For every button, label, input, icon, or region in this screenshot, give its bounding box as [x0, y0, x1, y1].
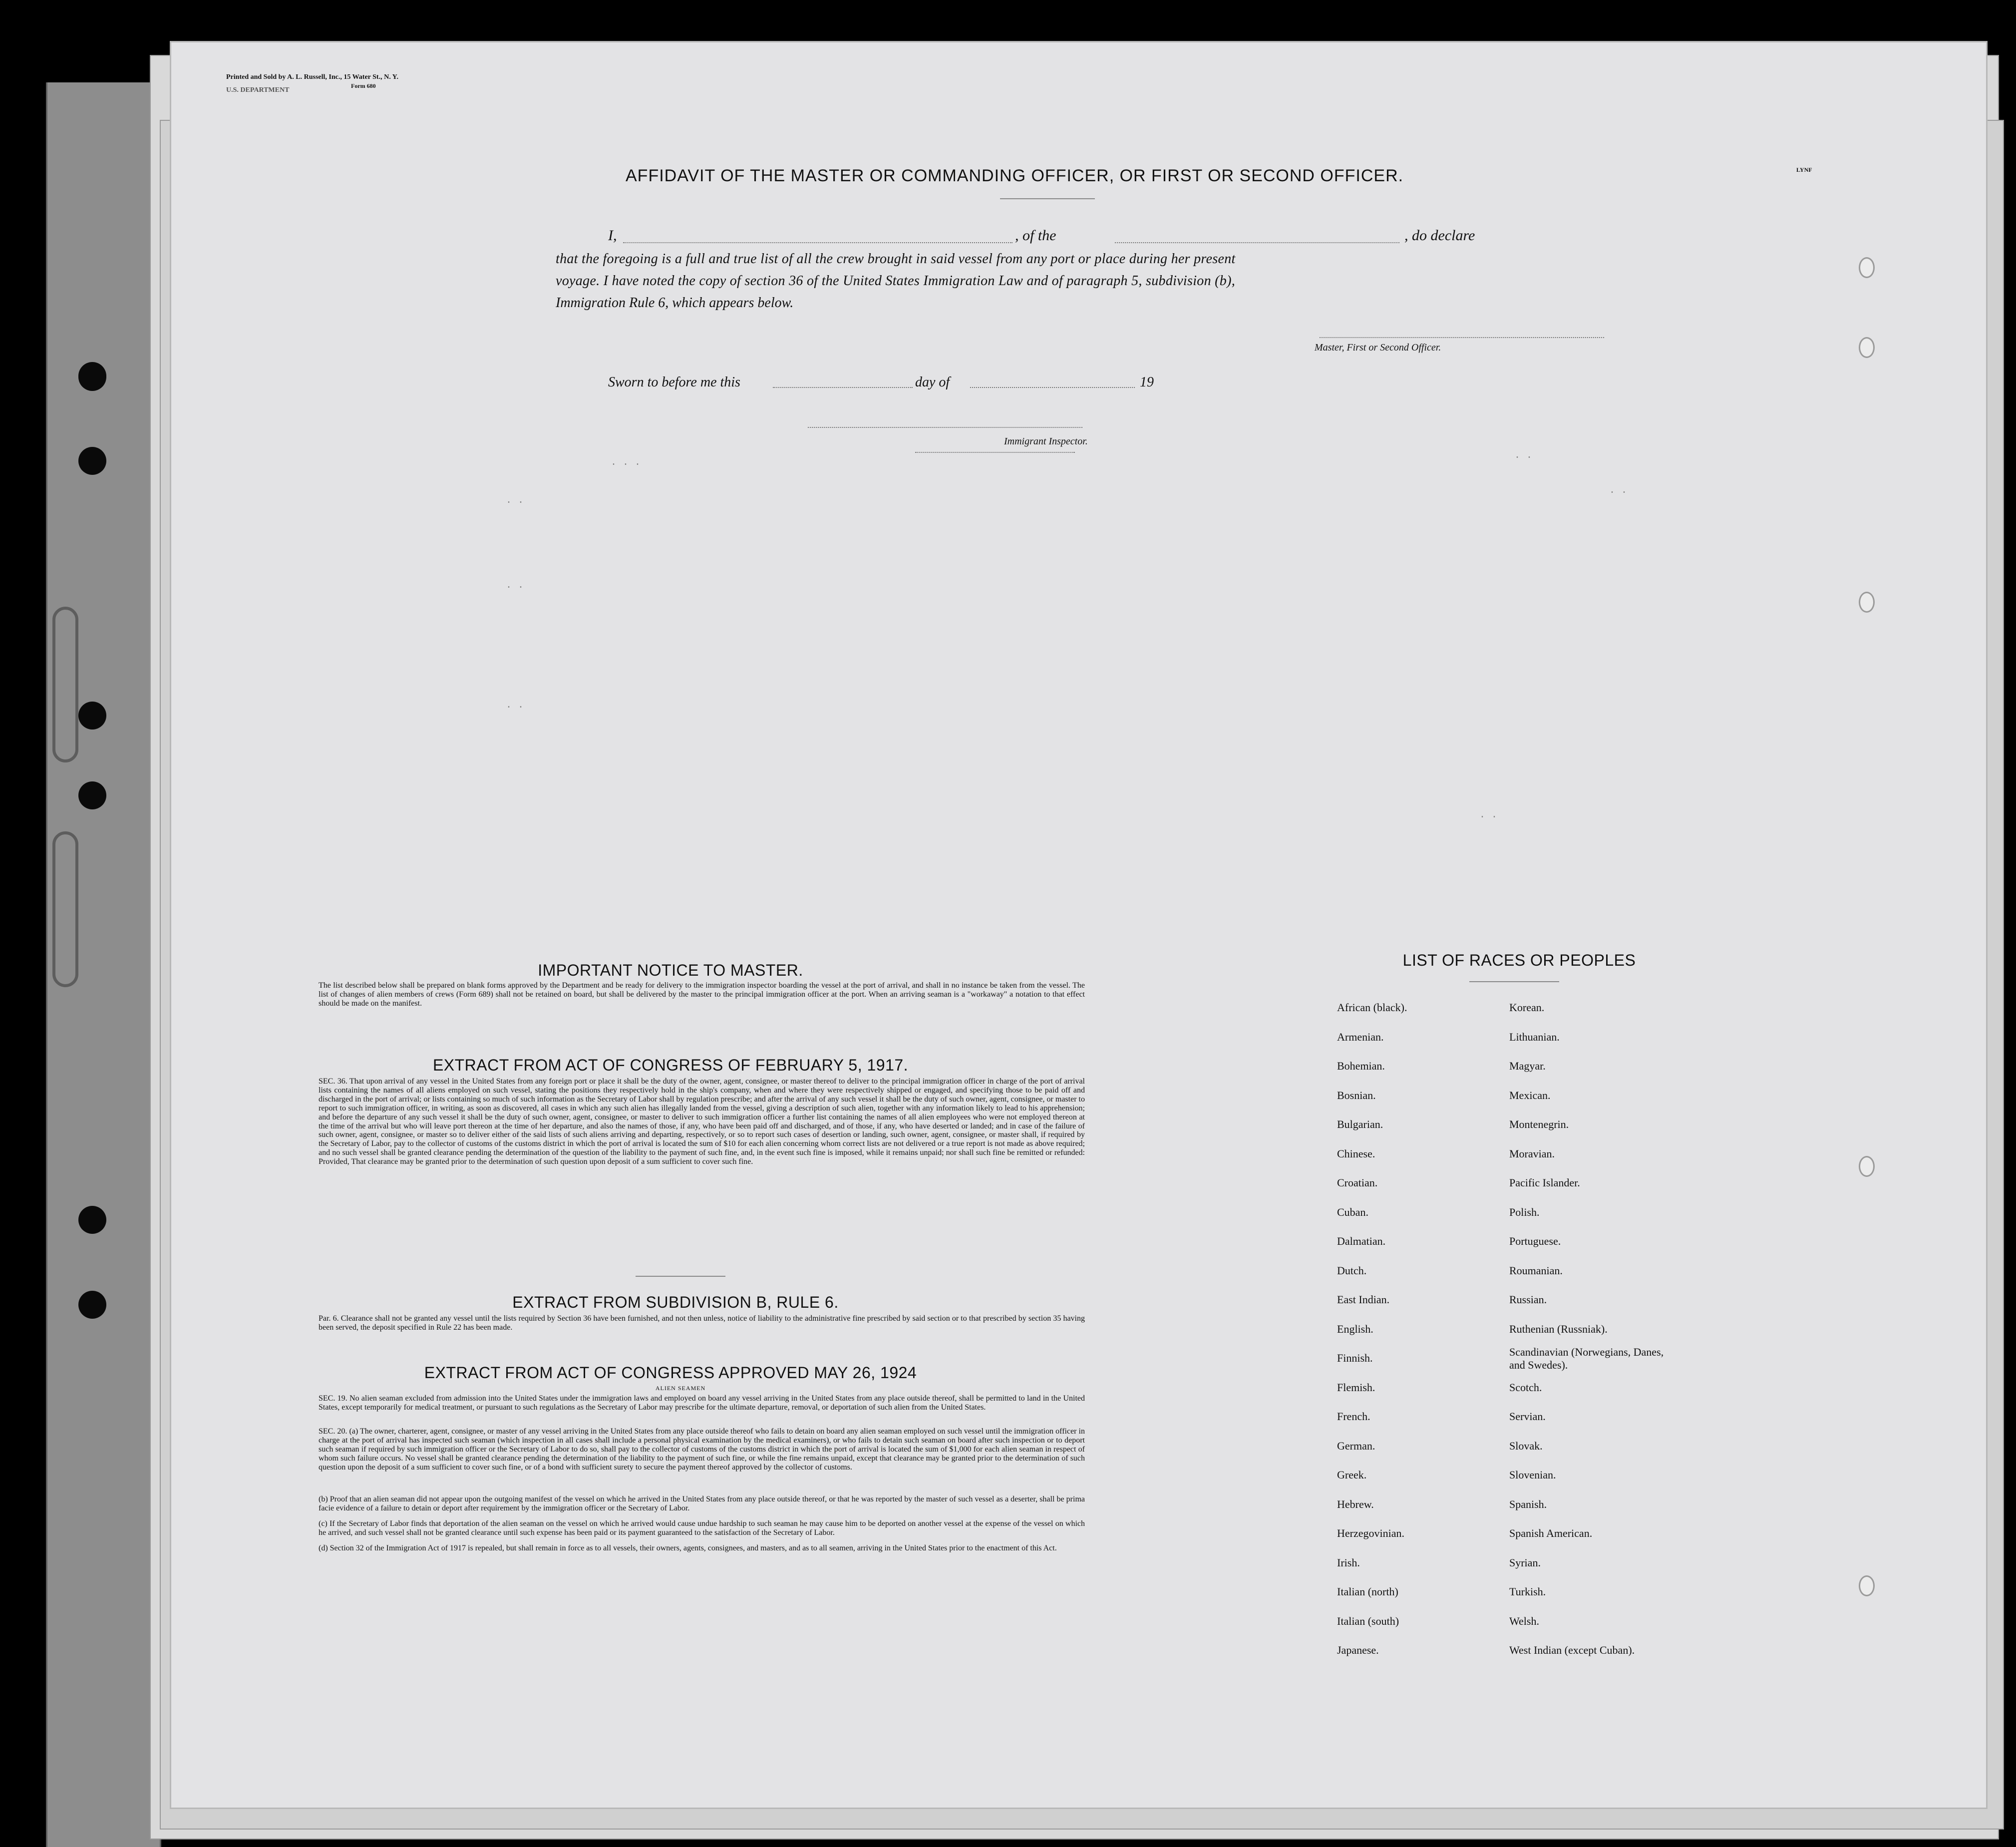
bleed-through-mark: · ·: [506, 497, 524, 508]
races-title: LIST OF RACES OR PEOPLES: [1402, 951, 1636, 969]
bleed-through-mark: · ·: [1609, 487, 1628, 498]
race-item: Polish.: [1509, 1205, 1540, 1218]
divider: [1000, 198, 1095, 199]
inspector-label: Immigrant Inspector.: [1004, 436, 1088, 447]
race-item: Lithuanian.: [1509, 1030, 1560, 1043]
divider: [1469, 981, 1559, 982]
affidavit-declare: , do declare: [1404, 227, 1475, 244]
race-item: African (black).: [1337, 1001, 1407, 1014]
extract-1924-sec19: SEC. 19. No alien seaman excluded from admission into the United States under the immigration laws and employed on board any vessel arriving in the United States from any place outside thereof, shall be permitted to land in the United States, except temporarily for medical treatment, or pursuant to such regulations as the Secretary of Labor may prescribe for the ultimate departure, removal, or deportation of such alien from the United States.: [319, 1394, 1085, 1412]
race-item: Turkish.: [1509, 1585, 1546, 1598]
printer-line: Printed and Sold by A. L. Russell, Inc., 15 Water St., N. Y.: [226, 73, 399, 81]
extract-1917-title: EXTRACT FROM ACT OF CONGRESS OF FEBRUARY 5, 1917.: [432, 1056, 909, 1074]
race-item: Chinese.: [1337, 1147, 1375, 1160]
punch-hole: [1859, 1575, 1875, 1596]
punch-hole: [1859, 257, 1875, 278]
binding-hole: [78, 363, 106, 391]
race-item: French.: [1337, 1410, 1370, 1423]
name-blank[interactable]: [623, 242, 1012, 243]
race-item: Dutch.: [1337, 1264, 1367, 1277]
race-item: Pacific Islander.: [1509, 1176, 1580, 1189]
race-item: Armenian.: [1337, 1030, 1384, 1043]
binding-hole: [78, 1291, 106, 1319]
extract-1924-sec20d: (d) Section 32 of the Immigration Act of 1917 is repealed, but shall remain in force as to all vessels, their owners, agents, consignees, and masters, and as to all seamen, arriving in the United States prior to the enactment of this Act.: [319, 1544, 1057, 1552]
divider: [636, 1276, 725, 1277]
page-curl-shadow: [52, 607, 78, 762]
race-item: Korean.: [1509, 1001, 1545, 1014]
notice-body: The list described below shall be prepared on blank forms approved by the Department and be ready for delivery to the immigration inspector boarding the vessel at the port of arrival, and shall in no instance be taken from the vessel. The list of changes of alien members of crews (Form 689) shall not be retained on board, but shall be delivered by the master to the principal immigration officer at the port. When an arriving seaman is a "workaway" a notation to that effect should be made on the manifest.: [319, 981, 1085, 1008]
race-item: Scandinavian (Norwegians, Danes, and Swedes).: [1509, 1346, 1664, 1371]
race-item: Cuban.: [1337, 1205, 1368, 1218]
sworn-text: Sworn to before me this: [608, 374, 740, 390]
binding-hole: [78, 447, 106, 475]
race-item: Mexican.: [1509, 1089, 1551, 1102]
race-item: Dalmatian.: [1337, 1235, 1386, 1247]
race-item: Greek.: [1337, 1469, 1367, 1481]
bleed-through-mark: . . .: [611, 457, 641, 468]
binding-hole: [78, 1206, 106, 1234]
race-item: Slovak.: [1509, 1439, 1543, 1452]
affidavit-line3: voyage. I have noted the copy of section 36 of the United States Immigration Law and of paragraph 5, subdivision (b),: [556, 273, 1236, 289]
notice-title: IMPORTANT NOTICE TO MASTER.: [538, 961, 803, 979]
signer-label: Master, First or Second Officer.: [1315, 342, 1441, 353]
day-of-text: day of: [915, 374, 950, 390]
binding-hole: [78, 702, 106, 730]
race-item: Portuguese.: [1509, 1235, 1561, 1247]
month-blank[interactable]: [970, 387, 1135, 388]
extract-1924-sec20b: (b) Proof that an alien seaman did not appear upon the outgoing manifest of the vessel on which he arrived in the United States from any place outside thereof, or that he was reported by the master of such vessel as a deserter, shall be prima facie evidence of a failure to detain or deport after requirement by the immigration officer or the Secretary of Labor.: [319, 1495, 1085, 1512]
race-item: Servian.: [1509, 1410, 1546, 1423]
bleed-through-mark: · ·: [506, 702, 524, 713]
bleed-through-mark: · ·: [1479, 811, 1498, 823]
race-item: Scotch.: [1509, 1381, 1542, 1394]
binding-strip: [46, 82, 161, 1847]
bleed-through-mark: · ·: [506, 582, 524, 593]
affidavit-title: AFFIDAVIT OF THE MASTER OR COMMANDING OFFICER, OR FIRST OR SECOND OFFICER.: [626, 166, 1404, 185]
extract-rule6-title: EXTRACT FROM SUBDIVISION B, RULE 6.: [512, 1293, 839, 1311]
race-item: Finnish.: [1337, 1352, 1373, 1364]
race-item: Irish.: [1337, 1556, 1360, 1569]
vessel-blank[interactable]: [1115, 242, 1399, 243]
race-item: Magyar.: [1509, 1060, 1546, 1072]
affidavit-i: I,: [608, 227, 617, 244]
punch-hole: [1859, 337, 1875, 358]
day-blank[interactable]: [773, 387, 913, 388]
binding-hole: [78, 781, 106, 809]
race-item: Bulgarian.: [1337, 1118, 1383, 1130]
race-item: Ruthenian (Russniak).: [1509, 1322, 1608, 1335]
extract-1924-sec20c: (c) If the Secretary of Labor finds that deportation of the alien seaman on the vessel on which he arrived would cause undue hardship to such seaman he may cause him to be deported on another vessel at the expense of the vessel on which he arrived, and such vessel shall not be granted clearance until such expense has been paid or its payment guaranteed to the satisfaction of the Secretary of Labor.: [319, 1519, 1085, 1537]
inspector-signature-blank[interactable]: [808, 427, 1082, 428]
race-item: Hebrew.: [1337, 1497, 1374, 1510]
race-item: Spanish.: [1509, 1497, 1547, 1510]
race-item: Syrian.: [1509, 1556, 1541, 1569]
department-fragment: U.S. DEPARTMENT: [226, 86, 290, 94]
extract-1924-title: EXTRACT FROM ACT OF CONGRESS APPROVED MAY 26, 1924: [424, 1364, 917, 1382]
signature-blank[interactable]: [1320, 337, 1604, 338]
race-item: Croatian.: [1337, 1176, 1378, 1189]
affidavit-line4: Immigration Rule 6, which appears below.: [556, 295, 794, 311]
race-item: Welsh.: [1509, 1614, 1539, 1627]
race-item: East Indian.: [1337, 1293, 1390, 1306]
extract-rule6-body: Par. 6. Clearance shall not be granted any vessel until the lists required by Section 36 have been furnished, and not then unless, notice of liability to the administrative fine prescribed by said section or to that prescribed by section 35 having been served, the deposit specified in Rule 22 has been made.: [319, 1314, 1085, 1332]
race-item: Roumanian.: [1509, 1264, 1563, 1277]
corner-mark: LYNF: [1796, 166, 1812, 173]
punch-hole: [1859, 592, 1875, 613]
extract-1924-sec20a: SEC. 20. (a) The owner, charterer, agent, consignee, or master of any vessel arriving in the United States from any place outside thereof who fails to detain on board any alien seaman employed on such vessel until the immigration officer in charge at the port of arrival has inspected such seaman (which inspection in all cases shall include a personal physical examination by the medical examiners), or who fails to detain such seaman on board after such inspection or to deport such seaman if required by such immigration officer or the Secretary of Labor to do so, shall pay to the collector of customs of the customs district in which the port of arrival is located the sum of $1,000 for each alien seaman in respect of whom such failure occurs. No vessel shall be granted clearance pending the determination of the liability to the payment of such fine, or while the fine remains unpaid, except that clearance may be granted prior to the determination of such question upon the deposit of a sum sufficient to cover such fine, or of a bond with sufficient surety to secure the payment thereof approved by the collector of customs.: [319, 1427, 1085, 1472]
race-item: Herzegovinian.: [1337, 1527, 1404, 1539]
form-number: Form 680: [351, 82, 376, 89]
race-item: Japanese.: [1337, 1644, 1379, 1656]
extract-1924-subtitle: ALIEN SEAMEN: [655, 1385, 706, 1392]
form-page: [170, 41, 1988, 1809]
race-item: German.: [1337, 1439, 1375, 1452]
year-prefix: 19: [1140, 374, 1154, 390]
race-item: Spanish American.: [1509, 1527, 1593, 1539]
race-item: Bosnian.: [1337, 1089, 1376, 1102]
extract-1917-body: SEC. 36. That upon arrival of any vessel in the United States from any foreign port or place it shall be the duty of the owner, agent, consignee, or master thereof to deliver to the principal immigration officer in charge of the port of arrival lists containing the names of all aliens employed on such vessel, stating the positions they respectively hold in the ship's company, when and where they were respectively shipped or engaged, and specifying those to be paid off and discharged in the port of arrival; or lists containing so much of such information as the Secretary of Labor shall by regulation prescribe; and after the arrival of any such vessel it shall be the duty of such owner, agent, consignee, or master to report to such immigration officer, in writing, as soon as discovered, all cases in which any such alien has illegally landed from the vessel, giving a description of such alien, together with any information likely to lead to his apprehension; and before the departure of any such vessel it shall be the duty of such owner, agent, consignee, or master to deliver to such immigration officer a further list containing the names of all alien employees who were not employed thereon at the time of the arrival but who will leave port thereon at the time of her departure, and also the names of those, if any, who have been paid off and discharged, and of those, if any, who have deserted or landed; and in case of the failure of such owner, agent, consignee, or master so to deliver either of the said lists of such aliens arriving and departing, respectively, or so to report such cases of desertion or landing, such owner, agent, consignee, or master shall, if required by the Secretary of Labor, pay to the collector of customs of the customs district in which the port of arrival is located the sum of $10 for each alien concerning whom correct lists are not delivered or a true report is not made as above required; and no such vessel shall be granted clearance pending the determination of the question of the liability to the payment of such fine, and, in the event such fine is imposed, while it remains unpaid; nor shall such fine be remitted or refunded: Provided, That clearance may be granted prior to the determination of such question upon deposit of a sum sufficient to cover such fine.: [319, 1077, 1085, 1166]
race-item: Montenegrin.: [1509, 1118, 1569, 1130]
race-item: Flemish.: [1337, 1381, 1375, 1394]
race-item: Moravian.: [1509, 1147, 1555, 1160]
race-item: West Indian (except Cuban).: [1509, 1644, 1635, 1656]
punch-hole: [1859, 1156, 1875, 1177]
affidavit-of-the: , of the: [1015, 227, 1056, 244]
affidavit-line2: that the foregoing is a full and true list of all the crew brought in said vessel from any port or place during her present: [556, 251, 1236, 267]
race-item: English.: [1337, 1322, 1373, 1335]
bleed-through-mark: · ·: [1514, 452, 1533, 463]
inspector-blank[interactable]: [915, 452, 1075, 453]
page-curl-shadow: [52, 831, 78, 987]
race-item: Russian.: [1509, 1293, 1547, 1306]
race-item: Italian (south): [1337, 1614, 1399, 1627]
race-item: Italian (north): [1337, 1585, 1398, 1598]
race-item: Slovenian.: [1509, 1469, 1556, 1481]
race-item: Bohemian.: [1337, 1060, 1385, 1072]
